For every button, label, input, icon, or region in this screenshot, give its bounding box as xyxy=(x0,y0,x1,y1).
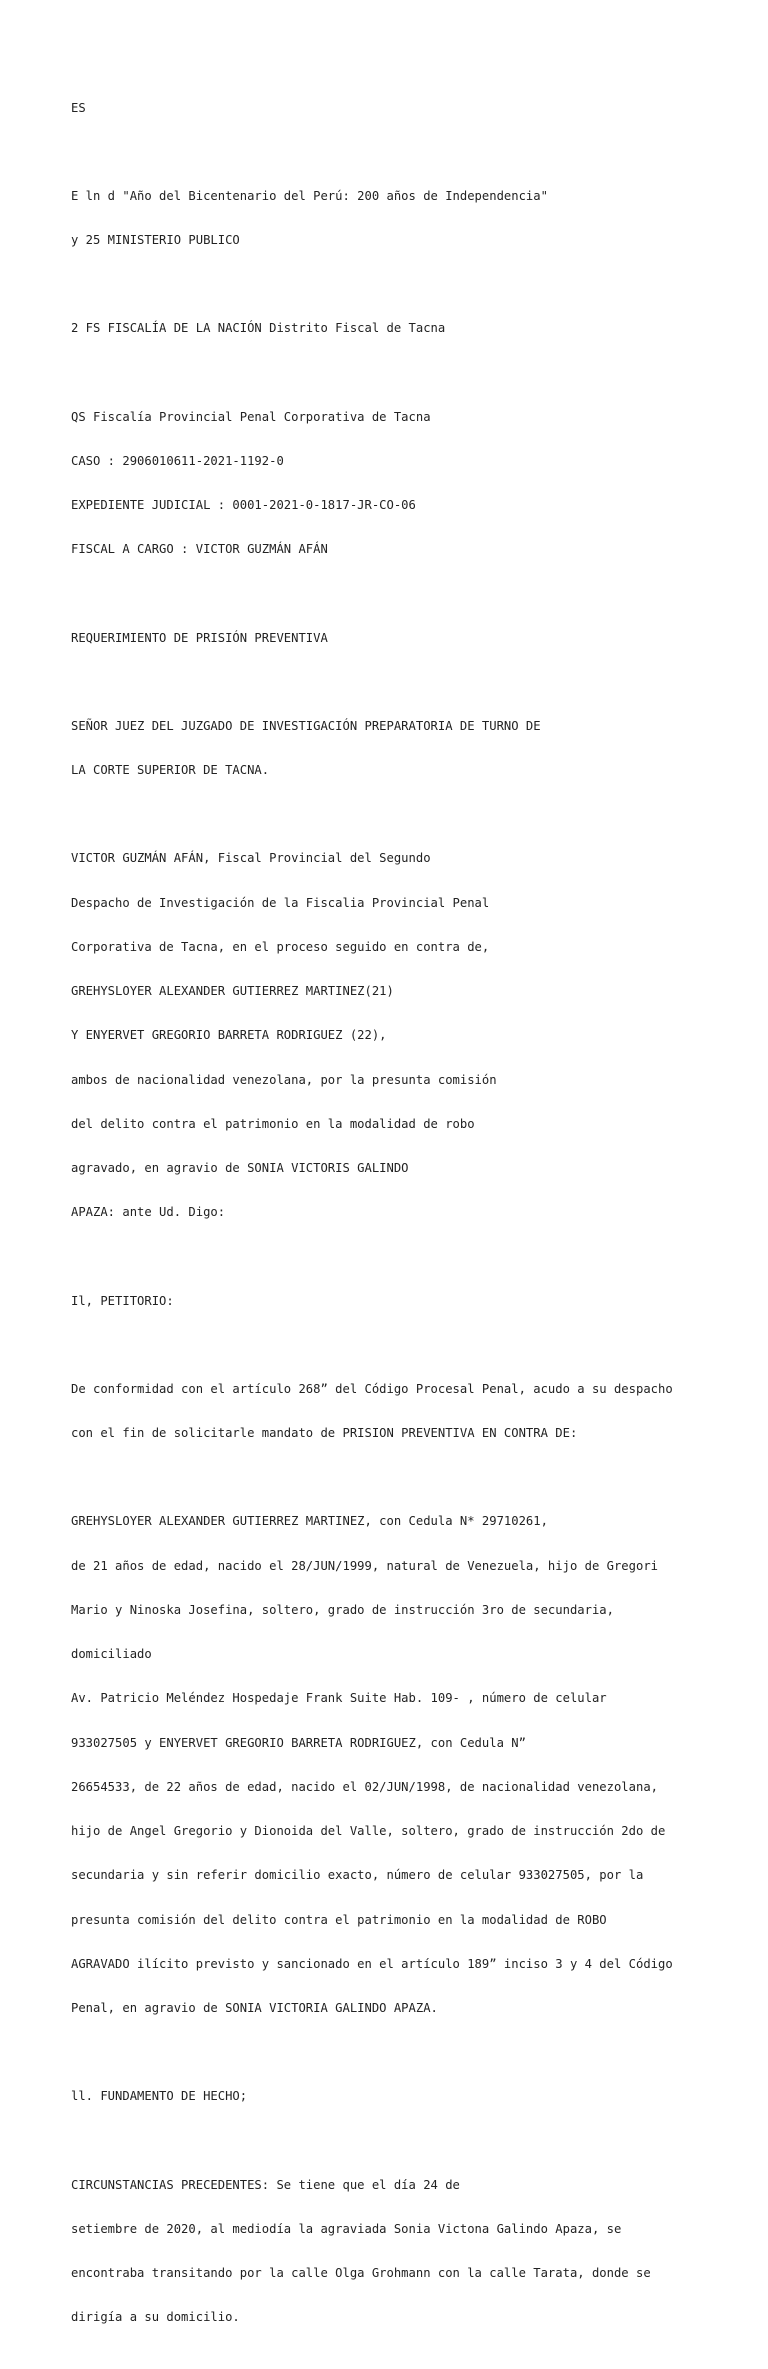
paragraph-line: hijo de Angel Gregorio y Dionoida del Valle, soltero, grado de instrucción 2do de xyxy=(71,1824,666,1838)
paragraph-line: CIRCUNSTANCIAS PRECEDENTES: Se tiene que el día 24 de xyxy=(71,2177,460,2192)
defendants-paragraph xyxy=(71,1485,731,2046)
paragraph-line: ambos de nacionalidad venezolana, por la presunta comisión xyxy=(71,1072,497,1087)
paragraph-line: agravado, en agravio de SONIA VICTORIS GALINDO xyxy=(71,1161,409,1175)
document-page xyxy=(71,71,731,2369)
section-heading-block xyxy=(71,1264,731,1338)
intro-paragraph xyxy=(71,822,731,1250)
paragraph-line: AGRAVADO ilícito previsto y sancionado en el artículo 189” inciso 3 y 4 del Código xyxy=(71,1956,673,1971)
paragraph-line: Y ENYERVET GREGORIO BARRETA RODRIGUEZ (22), xyxy=(71,1028,387,1043)
addressee-line: SEÑOR JUEZ DEL JUZGADO DE INVESTIGACIÓN PREPARATORIA DE TURNO DE xyxy=(71,718,541,733)
document-title-block xyxy=(71,601,731,675)
paragraph-line: Despacho de Investigación de la Fiscalia Provincial Penal xyxy=(71,895,490,910)
judicial-file-line: EXPEDIENTE JUDICIAL : 0001-2021-0-1817-JR-CO-06 xyxy=(71,498,416,512)
paragraph-line: dirigía a su domicilio. xyxy=(71,2310,240,2325)
paragraph-line: GREHYSLOYER ALEXANDER GUTIERREZ MARTINEZ(21) xyxy=(71,984,394,998)
document-title: REQUERIMIENTO DE PRISIÓN PREVENTIVA xyxy=(71,630,328,645)
office-line: QS Fiscalía Provincial Penal Corporativa de Tacna xyxy=(71,409,431,424)
paragraph-line: 933027505 y ENYERVET GREGORIO BARRETA RODRIGUEZ, con Cedula N” xyxy=(71,1735,526,1750)
header-mark: ES xyxy=(71,100,86,115)
paragraph-line: VICTOR GUZMÁN AFÁN, Fiscal Provincial del Segundo xyxy=(71,851,431,866)
year-motto-line: y 25 MINISTERIO PUBLICO xyxy=(71,233,240,247)
paragraph-line: de 21 años de edad, nacido el 28/JUN/1999, natural de Venezuela, hijo de Gregori xyxy=(71,1558,658,1573)
institution-block xyxy=(71,292,731,366)
year-motto-block xyxy=(71,159,731,277)
paragraph-line: Mario y Ninoska Josefina, soltero, grado de instrucción 3ro de secundaria, xyxy=(71,1602,614,1617)
paragraph-line: del delito contra el patrimonio en la modalidad de robo xyxy=(71,1116,475,1131)
paragraph-line: Av. Patricio Meléndez Hospedaje Frank Suite Hab. 109- , número de celular xyxy=(71,1691,607,1706)
institution-line: 2 FS FISCALÍA DE LA NACIÓN Distrito Fiscal de Tacna xyxy=(71,321,446,336)
paragraph-line: Penal, en agravio de SONIA VICTORIA GALINDO APAZA. xyxy=(71,2001,438,2015)
year-motto-line: E ln d "Año del Bicentenario del Perú: 200 años de Independencia" xyxy=(71,188,548,203)
case-info-block xyxy=(71,380,731,587)
paragraph-line: con el fin de solicitarle mandato de PRISION PREVENTIVA EN CONTRA DE: xyxy=(71,1426,578,1440)
prosecutor-line: FISCAL A CARGO : VICTOR GUZMÁN AFÁN xyxy=(71,542,328,557)
paragraph-line: presunta comisión del delito contra el patrimonio en la modalidad de ROBO xyxy=(71,1912,607,1927)
facts-paragraph xyxy=(71,2148,731,2355)
paragraph-line: setiembre de 2020, al mediodía la agraviada Sonia Victona Galindo Apaza, se xyxy=(71,2221,622,2236)
paragraph-line: domiciliado xyxy=(71,1647,152,1661)
paragraph-line: APAZA: ante Ud. Digo: xyxy=(71,1205,226,1220)
section-heading-petition: Il, PETITORIO: xyxy=(71,1293,174,1308)
section-heading-block xyxy=(71,2060,731,2134)
paragraph-line: secundaria y sin referir domicilio exacto, número de celular 933027505, por la xyxy=(71,1868,644,1883)
paragraph-line: Corporativa de Tacna, en el proceso seguido en contra de, xyxy=(71,939,490,954)
section-heading-facts: ll. FUNDAMENTO DE HECHO; xyxy=(71,2089,248,2104)
paragraph-line: GREHYSLOYER ALEXANDER GUTIERREZ MARTINEZ, con Cedula N* 29710261, xyxy=(71,1514,548,1529)
header-mark-block xyxy=(71,71,731,145)
addressee-line: LA CORTE SUPERIOR DE TACNA. xyxy=(71,763,270,777)
paragraph-line: 26654533, de 22 años de edad, nacido el 02/JUN/1998, de nacionalidad venezolana, xyxy=(71,1779,658,1794)
petition-paragraph xyxy=(71,1352,731,1470)
paragraph-line: encontraba transitando por la calle Olga Grohmann con la calle Tarata, donde se xyxy=(71,2266,651,2280)
paragraph-line: De conformidad con el artículo 268” del Código Procesal Penal, acudo a su despacho xyxy=(71,1381,673,1396)
addressee-block xyxy=(71,689,731,807)
case-number-line: CASO : 2906010611-2021-1192-0 xyxy=(71,453,284,468)
